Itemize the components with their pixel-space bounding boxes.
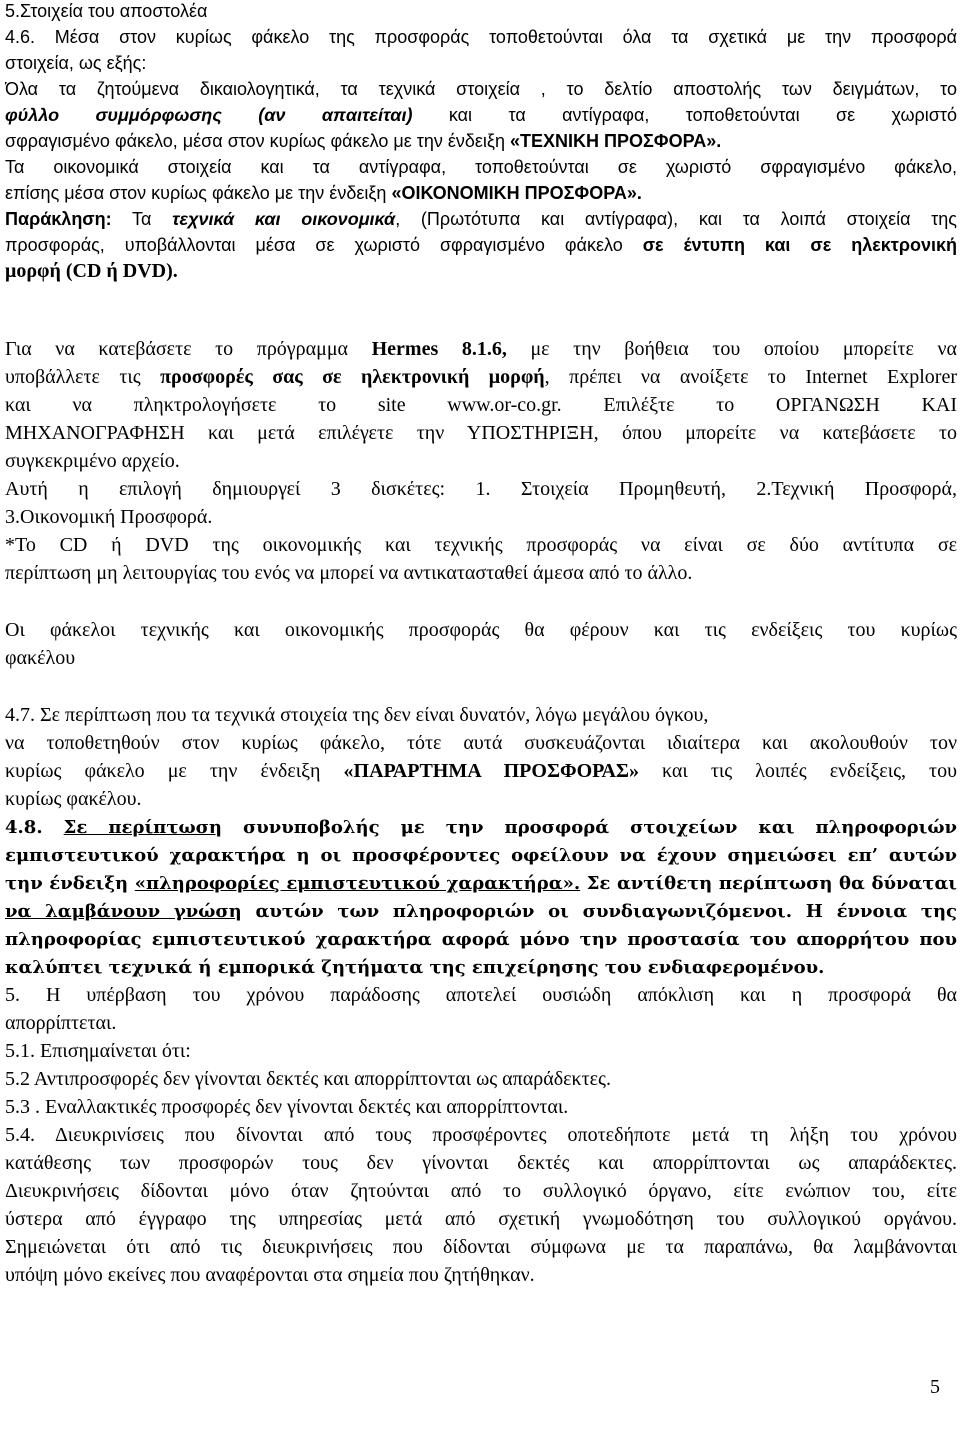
paragraph-line: Τα οικονομικά στοιχεία και τα αντίγραφα, τοποθετούνται σε χωριστό σφραγισμένο φάκελο, [5, 157, 957, 177]
paragraph-line: Διευκρινήσεις δίδονται μόνο όταν ζητούνται από το συλλογικό όργανο, είτε ενώπιον του, είτε [5, 1180, 957, 1202]
paragraph-line: στοιχεία, ως εξής: [5, 53, 147, 73]
paragraph-line: φύλλο συμμόρφωσης (αν απαιτείται) και τα αντίγραφα, τοποθετούνται σε χωριστό [5, 105, 957, 125]
paragraph-line: 5.4. Διευκρινίσεις που δίνονται από τους προσφέροντες οποτεδήποτε μετά τη λήξη του χρόνου [5, 1124, 957, 1146]
paragraph-line: ΜΗΧΑΝΟΓΡΑΦΗΣΗ και μετά επιλέγετε την ΥΠΟΣΤΗΡΙΞΗ, όπου μπορείτε να κατεβάσετε το [5, 422, 957, 444]
paragraph-line: υπόψη μόνο εκείνες που αναφέρονται στα σημεία που ζητήθηκαν. [5, 1264, 535, 1286]
paragraph-line: 5.1. Επισημαίνεται ότι: [5, 1040, 191, 1062]
paragraph-line: προσφοράς, υποβάλλονται μέσα σε χωριστό σφραγισμένο φάκελο σε έντυπη και σε ηλεκτρονική [5, 235, 957, 255]
paragraph-line: ύστερα από έγγραφο της υπηρεσίας μετά από σχετική γνωμοδότηση του συλλογικού οργάνου. [5, 1208, 957, 1230]
paragraph-line: και να πληκτρολογήσετε το site www.or-co.gr. Επιλέξτε το ΟΡΓΑΝΩΣΗ ΚΑΙ [5, 394, 957, 416]
paragraph-line: πληροφορίας εμπιστευτικού χαρακτήρα αφορά μόνο την προστασία του απορρήτου που [5, 929, 957, 950]
paragraph-line: 4.7. Σε περίπτωση που τα τεχνικά στοιχεία της δεν είναι δυνατόν, λόγω μεγάλου όγκου, [5, 704, 709, 726]
paragraph-line: 4.6. Μέσα στον κυρίως φάκελο της προσφοράς τοποθετούνται όλα τα σχετικά με την προσφορά [5, 27, 957, 47]
program-name: Hermes 8.1.6, [371, 338, 507, 360]
paragraph-line: υποβάλλετε τις προσφορές σας σε ηλεκτρονική μορφή, πρέπει να ανοίξετε το Internet Explorer [5, 366, 957, 388]
paragraph-line: Παράκληση: Τα τεχνικά και οικονομικά, (Πρωτότυπα και αντίγραφα), και τα λοιπά στοιχεία της [5, 209, 957, 229]
page-number: 5 [930, 1376, 940, 1398]
paragraph-line: 5.2 Αντιπροσφορές δεν γίνονται δεκτές και απορρίπτονται ως απαράδεκτες. [5, 1068, 611, 1090]
paragraph-line: την ένδειξη «πληροφορίες εμπιστευτικού χαρακτήρα». Σε αντίθετη περίπτωση θα δύναται [5, 873, 957, 894]
confidential-label: «πληροφορίες εμπιστευτικού χαρακτήρα». [134, 873, 581, 894]
paragraph-line: φακέλου [5, 647, 76, 669]
request-label: Παράκληση: [5, 209, 112, 229]
paragraph-line: κατάθεσης των προσφορών τους δεν γίνονται δεκτές και απορρίπτονται ως απαράδεκτες. [5, 1152, 957, 1174]
section-heading: 5.Στοιχεία του αποστολέα [5, 1, 208, 21]
paragraph-line: 4.8. Σε περίπτωση συνυποβολής με την προσφορά στοιχείων και πληροφοριών [5, 817, 957, 838]
paragraph-line: εμπιστευτικού χαρακτήρα η οι προσφέροντες οφείλουν να έχουν σημειώσει επ’ αυτών [5, 845, 957, 866]
paragraph-line: συγκεκριμένο αρχείο. [5, 450, 180, 472]
paragraph-line: να τοποθετηθούν στον κυρίως φάκελο, τότε αυτά συσκευάζονται ιδιαίτερα και ακολουθούν τον [5, 732, 957, 754]
paragraph-line: *Το CD ή DVD της οικονομικής και τεχνικής προσφοράς να είναι σε δύο αντίτυπα σε [5, 534, 957, 556]
paragraph-line: 3.Οικονομική Προσφορά. [5, 506, 213, 528]
paragraph-line: Αυτή η επιλογή δημιουργεί 3 δισκέτες: 1. Στοιχεία Προμηθευτή, 2.Τεχνική Προσφορά, [5, 478, 957, 500]
paragraph-line: καλύπτει τεχνικά ή εμπορικά ζητήματα της επιχείρησης του ενδιαφερομένου. [5, 957, 825, 978]
paragraph-line: Σημειώνεται ότι από τις διευκρινήσεις που δίδονται σύμφωνα με τα παραπάνω, θα λαμβάνονται [5, 1236, 957, 1258]
paragraph-line: απορρίπτεται. [5, 1012, 117, 1034]
paragraph-line: Οι φάκελοι τεχνικής και οικονομικής προσφοράς θα φέρουν και τις ενδείξεις του κυρίως [5, 619, 957, 641]
paragraph-line: επίσης μέσα στον κυρίως φάκελο με την ένδειξη «ΟΙΚΟΝΟΜΙΚΗ ΠΡΟΣΦΟΡΑ». [5, 183, 642, 203]
paragraph-line: Όλα τα ζητούμενα δικαιολογητικά, τα τεχνικά στοιχεία , το δελτίο αποστολής των δειγμάτων, το [5, 79, 957, 99]
label-technical-offer: «ΤΕΧΝΙΚΗ ΠΡΟΣΦΟΡΑ». [509, 131, 722, 151]
emphasis-text: φύλλο συμμόρφωσης (αν απαιτείται) [5, 105, 413, 125]
paragraph-line: κυρίως φάκελο με την ένδειξη «ΠΑΡΑΡΤΗΜΑ ΠΡΟΣΦΟΡΑΣ» και τις λοιπές ενδείξεις, του [5, 760, 957, 782]
paragraph-line: μορφή (CD ή DVD). [5, 260, 178, 282]
paragraph-line: να λαμβάνουν γνώση αυτών των πληροφοριών οι συνδιαγωνιζόμενοι. Η έννοια της [5, 901, 957, 922]
paragraph-line: 5.3 . Εναλλακτικές προσφορές δεν γίνονται δεκτές και απορρίπτονται. [5, 1096, 569, 1118]
paragraph-line: κυρίως φακέλου. [5, 788, 142, 810]
paragraph-line: σφραγισμένο φάκελο, μέσα στον κυρίως φάκελο με την ένδειξη «ΤΕΧΝΙΚΗ ΠΡΟΣΦΟΡΑ». [5, 131, 722, 151]
label-financial-offer: «ΟΙΚΟΝΟΜΙΚΗ ΠΡΟΣΦΟΡΑ». [391, 183, 642, 203]
paragraph-line: Για να κατεβάσετε το πρόγραμμα Hermes 8.1.6, με την βοήθεια του οποίου μπορείτε να [5, 338, 957, 360]
paragraph-line: 5. Η υπέρβαση του χρόνου παράδοσης αποτελεί ουσιώδη απόκλιση και η προσφορά θα [5, 984, 957, 1006]
paragraph-line: περίπτωση μη λειτουργίας του ενός να μπορεί να αντικατασταθεί άμεσα από το άλλο. [5, 562, 693, 584]
label-offer-annex: «ΠΑΡΑΡΤΗΜΑ ΠΡΟΣΦΟΡΑΣ» [343, 760, 639, 782]
